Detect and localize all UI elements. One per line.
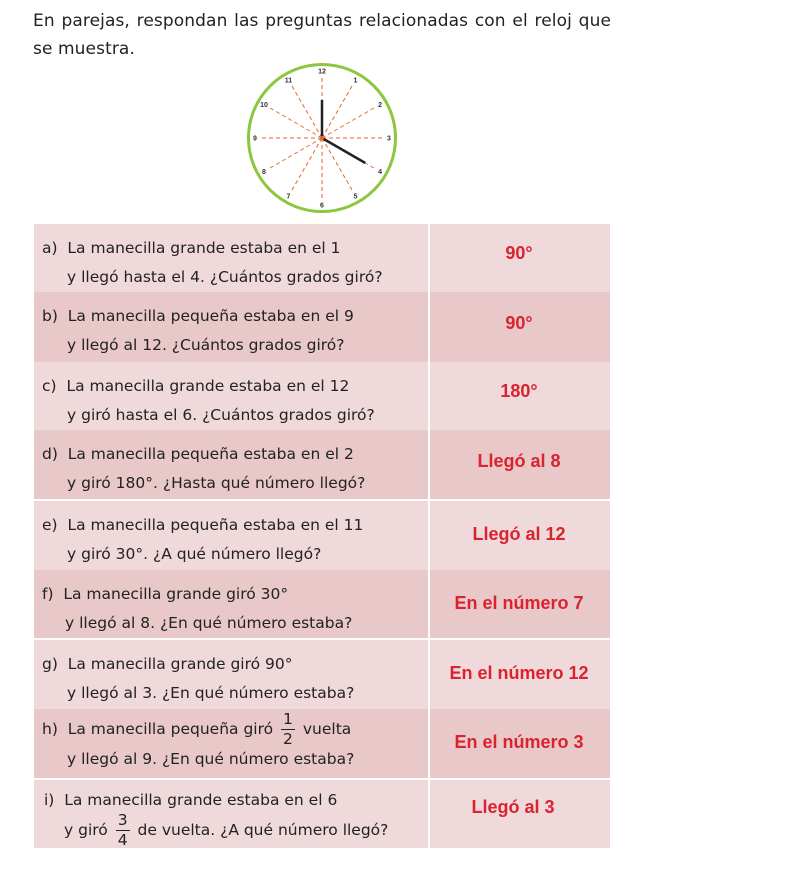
question-a: [34, 224, 428, 292]
question-text: La manecilla grande estaba en el 12: [66, 377, 350, 395]
instructions-text: En parejas, respondan las preguntas relacionadas con el reloj que se muestra.: [33, 11, 611, 59]
question-e: [34, 501, 428, 570]
clock-number: 10: [260, 102, 268, 109]
question-text: y llegó al 3. ¿En qué número estaba?: [67, 684, 355, 702]
questions-table: [34, 224, 610, 848]
question-letter: b): [42, 307, 58, 325]
question-text: y llegó al 9. ¿En qué número estaba?: [67, 750, 355, 768]
answer-i: Llegó al 3: [428, 780, 608, 848]
answer-b: 90°: [428, 292, 608, 362]
question-text: y llegó al 8. ¿En qué número estaba?: [65, 614, 353, 632]
question-text: y llegó al 12. ¿Cuántos grados giró?: [67, 336, 345, 354]
answer-c: 180°: [428, 362, 608, 430]
question-letter: d): [42, 445, 58, 463]
question-text: y giró 180°. ¿Hasta qué número llegó?: [67, 474, 366, 492]
question-text: La manecilla grande giró 90°: [67, 655, 293, 673]
question-letter: g): [42, 655, 58, 673]
question-text: de vuelta. ¿A qué número llegó?: [137, 821, 389, 839]
table-row: [34, 224, 610, 292]
table-row: [34, 638, 610, 709]
answer-a: 90°: [428, 224, 608, 292]
question-text: y llegó hasta el 4. ¿Cuántos grados giró?: [67, 268, 383, 286]
question-text: La manecilla pequeña estaba en el 9: [67, 307, 354, 325]
clock-number: 3: [387, 135, 391, 143]
question-text: La manecilla pequeña estaba en el 2: [67, 445, 354, 463]
table-row: [34, 430, 610, 499]
answer-g: En el número 12: [428, 640, 608, 709]
question-letter: h): [42, 720, 58, 738]
question-i: [34, 780, 428, 848]
question-text: La manecilla grande estaba en el 1: [67, 239, 341, 257]
question-letter: i): [44, 791, 55, 809]
table-row: [34, 709, 610, 778]
clock-number: 9: [253, 135, 257, 143]
table-row: [34, 499, 610, 570]
clock-number: 8: [262, 169, 266, 176]
clock-number: 1: [353, 77, 358, 85]
question-letter: f): [42, 585, 54, 603]
clock-number: 6: [320, 202, 324, 210]
question-text: La manecilla pequeña estaba en el 11: [67, 516, 364, 534]
question-g: [34, 640, 428, 709]
answer-d: Llegó al 8: [428, 430, 608, 499]
clock-number: 7: [286, 193, 291, 201]
question-letter: a): [42, 239, 58, 257]
clock-icon: [244, 62, 400, 218]
answer-h: En el número 3: [428, 709, 608, 778]
question-h: [34, 709, 428, 778]
clock-figure: [244, 62, 400, 218]
question-text: La manecilla pequeña giró: [67, 720, 274, 738]
question-text: y giró hasta el 6. ¿Cuántos grados giró?: [67, 406, 375, 424]
clock-center: [320, 136, 324, 140]
question-f: [34, 570, 428, 638]
question-text: y giró: [64, 821, 108, 839]
clock-number: 2: [378, 102, 382, 109]
table-row: [34, 778, 610, 848]
question-letter: e): [42, 516, 58, 534]
question-text: La manecilla grande giró 30°: [63, 585, 289, 603]
clock-number: 11: [284, 77, 293, 85]
question-text: La manecilla grande estaba en el 6: [64, 791, 338, 809]
question-b: [34, 292, 428, 362]
question-d: [34, 430, 428, 499]
question-text: vuelta: [302, 720, 352, 738]
table-row: [34, 362, 610, 430]
question-c: [34, 362, 428, 430]
question-text: y giró 30°. ¿A qué número llegó?: [67, 545, 322, 563]
answer-f: En el número 7: [428, 570, 608, 638]
answer-e: Llegó al 12: [428, 501, 608, 570]
table-row: [34, 292, 610, 362]
clock-number: 12: [318, 68, 326, 76]
table-row: [34, 570, 610, 638]
fraction: $\frac{3}{4}$: [117, 811, 128, 849]
question-letter: c): [42, 377, 57, 395]
clock-number: 5: [353, 193, 358, 201]
clock-number: 4: [378, 169, 382, 176]
fraction: $\frac{1}{2}$: [283, 710, 293, 748]
